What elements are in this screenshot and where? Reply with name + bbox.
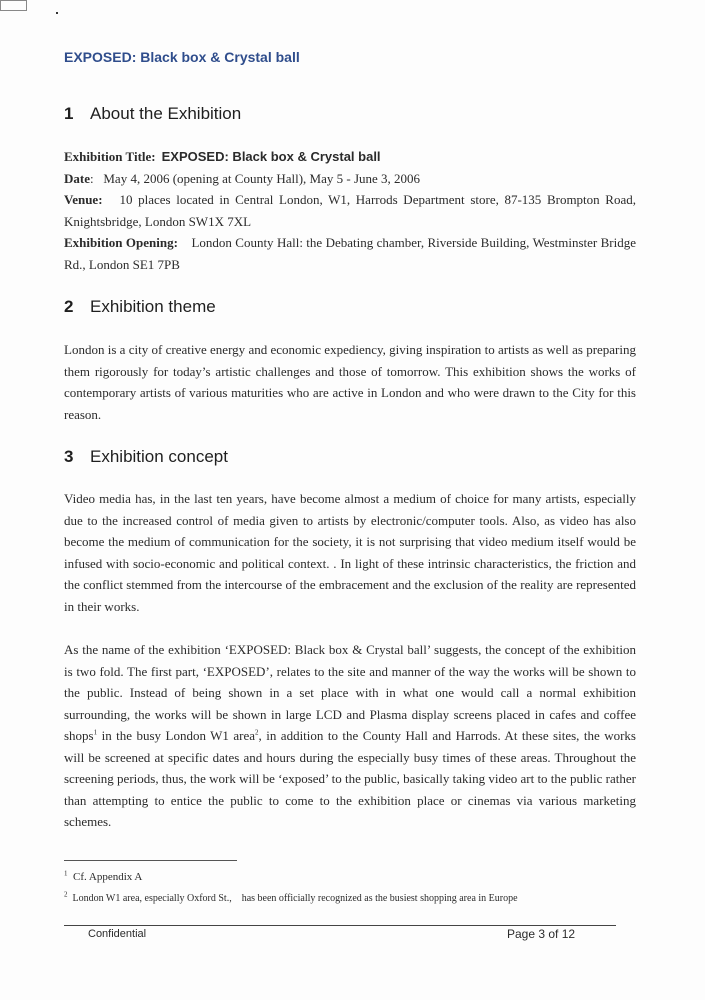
info-opening-label: Exhibition Opening: [64,235,178,250]
info-title-row [64,146,636,168]
footer-page-number: Page 3 of 12 [507,927,576,941]
footnote-2 [64,890,518,904]
scan-stamp [0,0,27,11]
footnote-1 [64,871,142,883]
exhibition-info [64,146,636,275]
footnote-ref-1[interactable]: 1 [93,728,98,737]
footer-separator [64,925,616,926]
footnote-mark: 2 [64,890,68,899]
footnote-mark: 1 [64,869,68,878]
footnote-text: London W1 area, especially Oxford St., has been officially recognized as the busiest shopping area in Europe [72,893,518,904]
info-opening-value: London County Hall: the Debating chamber, Riverside Building, Westminster Bridge Rd., London SE1 7PB [64,235,636,272]
info-title-label: Exhibition Title: [64,149,156,164]
section-number: 1 [64,104,74,123]
section-heading-2 [64,297,216,317]
footer-confidential: Confidential [88,928,147,940]
info-venue-label: Venue: [64,192,103,207]
section-title: Exhibition concept [90,447,228,466]
info-venue-row [64,189,636,232]
concept-p2-part1: As the name of the exhibition ‘EXPOSED: Black box & Crystal ball’ suggests, the concept of the exhibition is two fold. The first part, ‘EXPOSED’, relates to the site and manner of the way the works will be shown to the public. Instead of being shown in a set place with in what one would call a normal exhibition surrounding, the works will be shown in large LCD and Plasma display screens placed in cafes and coffee shops [64,642,636,743]
theme-paragraph: London is a city of creative energy and economic expediency, giving inspiration to artists as well as preparing them rigorously for today’s artistic challenges and those of tomorrow. This exhibition shows the works of contemporary artists of various maturities who are active in London and who were drawn to the City for this reason. [64,342,636,422]
info-date-value: May 4, 2006 (opening at County Hall), May 5 - June 3, 2006 [103,170,421,186]
document-title: EXPOSED: Black box & Crystal ball [64,49,300,65]
concept-paragraph-1: Video media has, in the last ten years, have become almost a medium of choice for many artists, especially due to the increased control of media given to artists by electronic/computer tools. Also, as video has also become the medium of communication for the society, it is not surprising that video medium itself would be infused with socio-economic and political context. . In light of these intrinsic characteristics, the friction and the conflict stemmed from the intercourse of the embracement and the exclusion of the reality are represented in their works. [64,491,636,614]
section-title: Exhibition theme [90,297,216,316]
info-opening-row [64,232,636,275]
info-title-value: EXPOSED: Black box & Crystal ball [161,149,381,164]
section-number: 3 [64,447,74,466]
section-heading-1 [64,104,241,124]
section-title: About the Exhibition [90,104,242,123]
concept-p2-part2: in the busy London W1 area [97,728,256,743]
section-number: 2 [64,297,74,316]
footnote-text: Cf. Appendix A [73,871,143,883]
scan-dot [56,12,58,14]
concept-p2-part3: , in addition to the County Hall and Harrods. At these sites, the works will be screened at specific dates and hours during the especially busy times of these areas. Throughout the screening periods, thus, the work will be ‘exposed’ to the public, basically taking video art to the public rather than attempting to entice the public to come to the exhibition place or cinemas via various marketing schemes. [64,728,636,829]
section-heading-3 [64,447,228,467]
footnote-separator [64,860,237,861]
footnote-ref-2[interactable]: 2 [255,728,259,737]
info-date-label: Date [64,170,90,186]
info-venue-value: 10 places located in Central London, W1, Harrods Department store, 87-135 Brompton Road, Knightsbridge, London SW1X 7XL [64,192,636,229]
info-date-row: Date: May 4, 2006 (opening at County Hall), May 5 - June 3, 2006 [64,170,421,186]
concept-paragraph-2 [64,639,636,833]
